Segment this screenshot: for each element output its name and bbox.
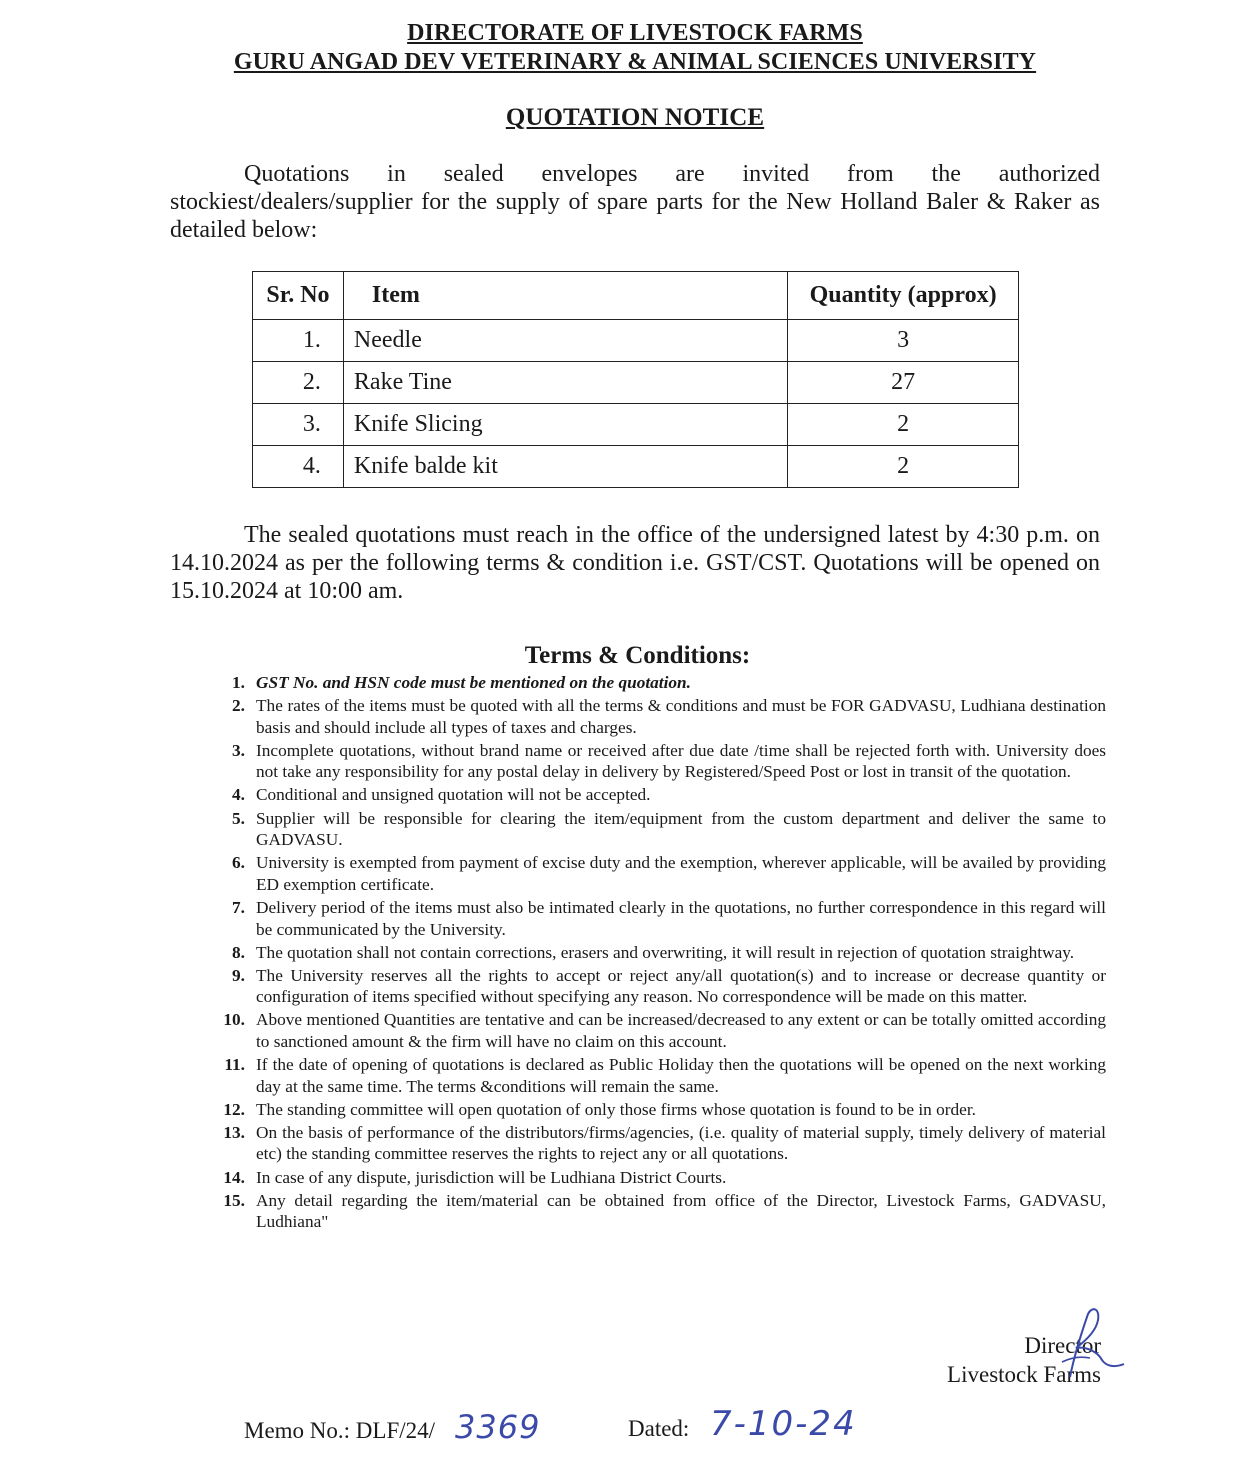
term-text: Any detail regarding the item/material can be obtained from office of the Director, Livestock Farms, GADVASU, Ludhiana": [256, 1190, 1106, 1232]
deadline-rest: 14.10.2024 as per the following terms & condition i.e. GST/CST. Quotations will be opened on 15.10.2024 at 10:00 am.: [170, 550, 1100, 604]
list-item: [216, 1099, 1106, 1121]
term-text: In case of any dispute, jurisdiction will be Ludhiana District Courts.: [256, 1167, 727, 1187]
term-number: 10.: [223, 1010, 245, 1030]
term-number: 13.: [223, 1122, 245, 1142]
term-text: The standing committee will open quotation of only those firms whose quotation is found to be in order.: [256, 1099, 976, 1119]
term-number: 1.: [232, 673, 245, 692]
table-row: [253, 404, 1019, 446]
term-number: 8.: [232, 942, 245, 962]
term-number: 5.: [232, 808, 245, 828]
notice-title: QUOTATION NOTICE: [505, 104, 765, 131]
term-number: 11.: [224, 1055, 245, 1075]
signatory-title: Director: [1024, 1333, 1101, 1358]
list-item: [216, 942, 1106, 964]
table-row: [253, 362, 1019, 404]
list-item: [216, 852, 1106, 895]
col-header-item: Item: [343, 272, 787, 320]
term-text: Supplier will be responsible for clearing the item/equipment from the custom department and deliver the same to GADVASU.: [256, 808, 1106, 850]
term-text: The University reserves all the rights to accept or reject any/all quotation(s) and to increase or decrease quantity or configuration of items specified without specifying any reason. No correspondence will be made on this matter.: [256, 965, 1106, 1007]
cell-item: Needle: [343, 320, 787, 362]
cell-qty: 3: [788, 320, 1019, 362]
cell-sr: 1.: [253, 320, 344, 362]
cell-sr: 3.: [253, 404, 344, 446]
col-header-sr: Sr. No: [253, 272, 344, 320]
term-number: 7.: [232, 897, 245, 917]
term-number: 14.: [223, 1167, 245, 1187]
col-header-quantity: Quantity (approx): [788, 272, 1019, 320]
term-number: 4.: [232, 785, 245, 805]
terms-title: Terms & Conditions:: [524, 642, 751, 669]
intro-rest: stockiest/dealers/supplier for the supply of spare parts for the New Holland Baler & Raker as detailed below:: [170, 189, 1100, 243]
cell-item: Knife balde kit: [343, 446, 787, 488]
terms-list: [216, 672, 1106, 1234]
list-item: [216, 808, 1106, 851]
deadline-first-line: The sealed quotations must reach in the office of the undersigned latest by 4:30 p.m. on: [244, 522, 1100, 548]
term-number: 9.: [232, 965, 245, 985]
term-text: Conditional and unsigned quotation will not be accepted.: [256, 785, 651, 805]
term-text: On the basis of performance of the distributors/firms/agencies, (i.e. quality of material supply, timely delivery of material etc) the standing committee reserves the rights to reject any or all quotations.: [256, 1122, 1106, 1164]
term-number: 6.: [232, 853, 245, 873]
cell-sr: 4.: [253, 446, 344, 488]
memo-number-handwritten: 3369: [455, 1408, 541, 1446]
table-row: [253, 320, 1019, 362]
term-text: Incomplete quotations, without brand name or received after due date /time shall be rejected forth with. University does not take any responsibility for any postal delay in delivery by Registered/Speed Post or lost in transit of the quotation.: [256, 740, 1106, 782]
university-heading: GURU ANGAD DEV VETERINARY & ANIMAL SCIENCES UNIVERSITY: [233, 49, 1037, 75]
signatory-org: Livestock Farms: [947, 1362, 1101, 1387]
intro-first-line: Quotations in sealed envelopes are invited from the authorized: [244, 161, 1100, 187]
list-item: [216, 740, 1106, 783]
cell-qty: 2: [788, 446, 1019, 488]
cell-item: Knife Slicing: [343, 404, 787, 446]
intro-paragraph: [170, 160, 1100, 244]
deadline-paragraph: [170, 521, 1100, 605]
date-handwritten: 7-10-24: [710, 1404, 857, 1444]
term-text: GST No. and HSN code must be mentioned on the quotation.: [256, 673, 691, 692]
list-item: [216, 965, 1106, 1008]
memo-label: Memo No.: DLF/24/: [244, 1418, 436, 1443]
items-table: [252, 271, 1019, 488]
list-item: [216, 1122, 1106, 1165]
dated-label: Dated:: [628, 1416, 690, 1441]
term-text: The quotation shall not contain corrections, erasers and overwriting, it will result in rejection of quotation straightway.: [256, 942, 1075, 962]
list-item: [216, 1167, 1106, 1189]
cell-qty: 2: [788, 404, 1019, 446]
term-text: The rates of the items must be quoted with all the terms & conditions and must be FOR GADVASU, Ludhiana destination basis and should include all types of taxes and charges.: [256, 696, 1106, 737]
table-header-row: [253, 272, 1019, 320]
term-number: 2.: [232, 696, 245, 716]
term-text: If the date of opening of quotations is declared as Public Holiday then the quotations will be opened on the next working day at the same time. The terms &conditions will remain the same.: [256, 1055, 1106, 1096]
table-row: [253, 446, 1019, 488]
term-number: 12.: [223, 1099, 245, 1119]
term-number: 15.: [223, 1190, 245, 1210]
term-text: University is exempted from payment of excise duty and the exemption, wherever applicable, will be availed by providing ED exemption certificate.: [256, 853, 1106, 894]
list-item: [216, 695, 1106, 738]
list-item: [216, 897, 1106, 940]
handwritten-signature: [1040, 1302, 1130, 1382]
list-item: [216, 1190, 1106, 1233]
list-item: [216, 1009, 1106, 1052]
term-text: Above mentioned Quantities are tentative and can be increased/decreased to any extent or can be totally omitted according to sanctioned amount & the firm will have no claim on this account.: [256, 1010, 1106, 1051]
term-number: 3.: [232, 740, 245, 760]
directorate-heading: DIRECTORATE OF LIVESTOCK FARMS: [407, 20, 863, 46]
cell-item: Rake Tine: [343, 362, 787, 404]
cell-sr: 2.: [253, 362, 344, 404]
term-text: Delivery period of the items must also be intimated clearly in the quotations, no further correspondence in this regard will be communicated by the University.: [256, 897, 1106, 939]
cell-qty: 27: [788, 362, 1019, 404]
list-item: [216, 784, 1106, 806]
list-item: [216, 1054, 1106, 1097]
list-item: [216, 672, 1106, 694]
